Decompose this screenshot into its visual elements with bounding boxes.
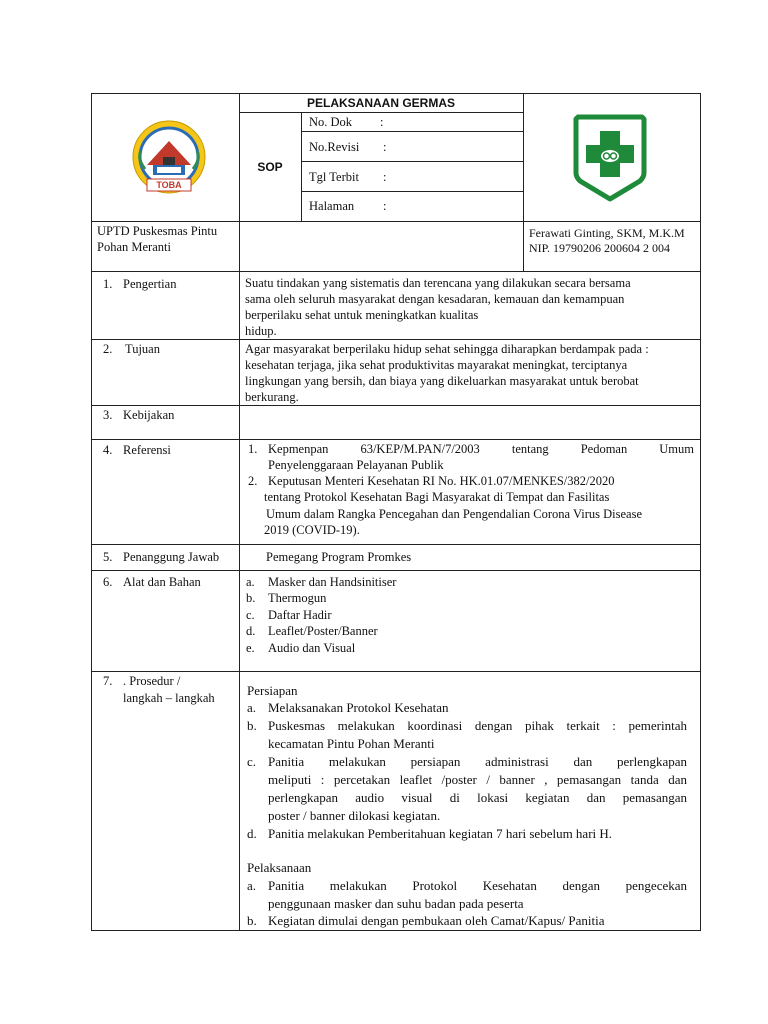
section-number: 3. (103, 408, 113, 422)
list-marker: b. (247, 913, 257, 928)
grid-line (91, 339, 701, 340)
section-label-alat: Alat dan Bahan (123, 575, 201, 589)
field-no-revisi-label: No.Revisi (309, 140, 360, 154)
referensi-text: tentang Protokol Kesehatan Bagi Masyarakat di Tempat dan Fasilitas (264, 490, 610, 504)
pengertian-text: sama oleh seluruh masyarakat dengan kesadaran, kemauan dan kemampuan (245, 292, 625, 306)
alat-item: Thermogun (268, 591, 327, 605)
alat-item: Leaflet/Poster/Banner (268, 624, 378, 638)
grid-line (91, 221, 701, 222)
pengertian-text: berperilaku sehat untuk meningkatkan kualitas (245, 308, 479, 322)
alat-item: Daftar Hadir (268, 608, 332, 622)
section-number: 4. (103, 443, 113, 457)
tujuan-text: Agar masyarakat berperilaku hidup sehat sehingga diharapkan berdampak pada : (245, 342, 649, 356)
pelaksanaan-step: Kegiatan dimulai dengan pembukaan oleh Camat/Kapus/ Panitia (268, 913, 605, 928)
list-marker: e. (246, 641, 255, 655)
section-number: 7. (103, 674, 113, 688)
section-number: 2. (103, 342, 113, 356)
persiapan-step: Panitia melakukan persiapan administrasi dan perlengkapan (268, 754, 687, 769)
alat-item: Masker dan Handsinitiser (268, 575, 397, 589)
section-label-referensi: Referensi (123, 443, 171, 457)
persiapan-step: poster / banner dilokasi kegiatan. (268, 808, 441, 823)
grid-line (239, 93, 240, 271)
grid-line (301, 191, 523, 192)
pengertian-text: Suatu tindakan yang sistematis dan terencana yang dilakukan secara bersama (245, 276, 631, 290)
field-tgl-terbit-label: Tgl Terbit (309, 170, 359, 184)
referensi-text: Penyelenggaraan Pelayanan Publik (268, 458, 444, 472)
persiapan-step: perlengkapan audio visual di lokasi kegiatan dan pemasangan (268, 790, 687, 805)
section-label-kebijakan: Kebijakan (123, 408, 175, 422)
grid-line (91, 671, 701, 672)
grid-line (91, 271, 701, 272)
referensi-text: Keputusan Menteri Kesehatan RI No. HK.01.07/MENKES/382/2020 (268, 474, 615, 488)
toba-logo (127, 117, 211, 201)
persiapan-step: meliputi : percetakan leaflet /poster / banner , pemasangan tanda dan (268, 772, 687, 787)
persiapan-step: Puskesmas melakukan koordinasi dengan pihak terkait : pemerintah (268, 718, 687, 733)
list-marker: 1. (248, 442, 258, 456)
section-number: 1. (103, 277, 113, 291)
referensi-text: 2019 (COVID-19). (264, 523, 360, 537)
field-halaman-sep: : (383, 199, 387, 213)
section-label-tujuan: Tujuan (125, 342, 160, 356)
signer-name: Ferawati Ginting, SKM, M.K.M (529, 226, 685, 240)
grid-line (523, 93, 524, 271)
tujuan-text: lingkungan yang bersih, dan biaya yang dikeluarkan masyarakat untuk berobat (245, 374, 639, 388)
pelaksanaan-step: Panitia melakukan Protokol Kesehatan dengan pengecekan (268, 878, 687, 893)
penanggung-value: Pemegang Program Promkes (266, 550, 412, 564)
section-label-prosedur-2: langkah – langkah (123, 691, 215, 705)
field-no-revisi-sep: : (383, 140, 387, 154)
grid-line (91, 544, 701, 545)
field-no-dok-sep: : (380, 115, 384, 129)
list-marker: c. (247, 754, 257, 769)
field-tgl-terbit-sep: : (383, 170, 387, 184)
pengertian-text: hidup. (245, 324, 277, 338)
grid-line (301, 161, 523, 162)
alat-item: Audio dan Visual (268, 641, 356, 655)
puskesmas-logo (570, 111, 650, 203)
pelaksanaan-heading: Pelaksanaan (247, 860, 312, 875)
section-label-pengertian: Pengertian (123, 277, 177, 291)
persiapan-step: Melaksanakan Protokol Kesehatan (268, 700, 449, 715)
field-halaman-label: Halaman (309, 199, 355, 213)
grid-line (91, 405, 701, 406)
section-label-penanggung: Penanggung Jawab (123, 550, 220, 564)
grid-line (239, 271, 240, 931)
list-marker: d. (247, 826, 257, 841)
section-number: 5. (103, 550, 113, 564)
list-marker: a. (247, 878, 257, 893)
list-marker: b. (247, 718, 257, 733)
list-marker: a. (246, 575, 255, 589)
section-number: 6. (103, 575, 113, 589)
grid-line (91, 439, 701, 440)
referensi-text: Kepmenpan 63/KEP/M.PAN/7/2003 tentang Pedoman Umum (268, 442, 694, 456)
persiapan-heading: Persiapan (247, 683, 298, 698)
tujuan-text: kesehatan terjaga, jika sehat produktivitas mayarakat meningkat, terciptanya (245, 358, 628, 372)
document-title: PELAKSANAAN GERMAS (306, 96, 455, 110)
referensi-text: Umum dalam Rangka Pencegahan dan Pengendalian Corona Virus Disease (266, 507, 643, 521)
grid-line (301, 131, 523, 132)
list-marker: d. (246, 624, 256, 638)
pelaksanaan-step: penggunaan masker dan suhu badan pada peserta (268, 896, 524, 911)
signer-nip: NIP. 19790206 200604 2 004 (529, 241, 671, 255)
field-no-dok-label: No. Dok (309, 115, 353, 129)
logo-text: TOBA (156, 180, 182, 190)
section-label-prosedur: . Prosedur / (123, 674, 181, 688)
org-name-line2: Pohan Meranti (97, 240, 171, 254)
persiapan-step: Panitia melakukan Pemberitahuan kegiatan 7 hari sebelum hari H. (268, 826, 613, 841)
grid-line (301, 112, 302, 221)
list-marker: c. (246, 608, 255, 622)
persiapan-step: kecamatan Pintu Pohan Meranti (268, 736, 435, 751)
list-marker: b. (246, 591, 256, 605)
tujuan-text: berkurang. (245, 390, 299, 404)
list-marker: a. (247, 700, 257, 715)
list-marker: 2. (248, 474, 258, 488)
org-name-line1: UPTD Puskesmas Pintu (97, 224, 218, 238)
sop-label: SOP (257, 160, 283, 174)
grid-line (239, 112, 523, 113)
grid-line (91, 570, 701, 571)
